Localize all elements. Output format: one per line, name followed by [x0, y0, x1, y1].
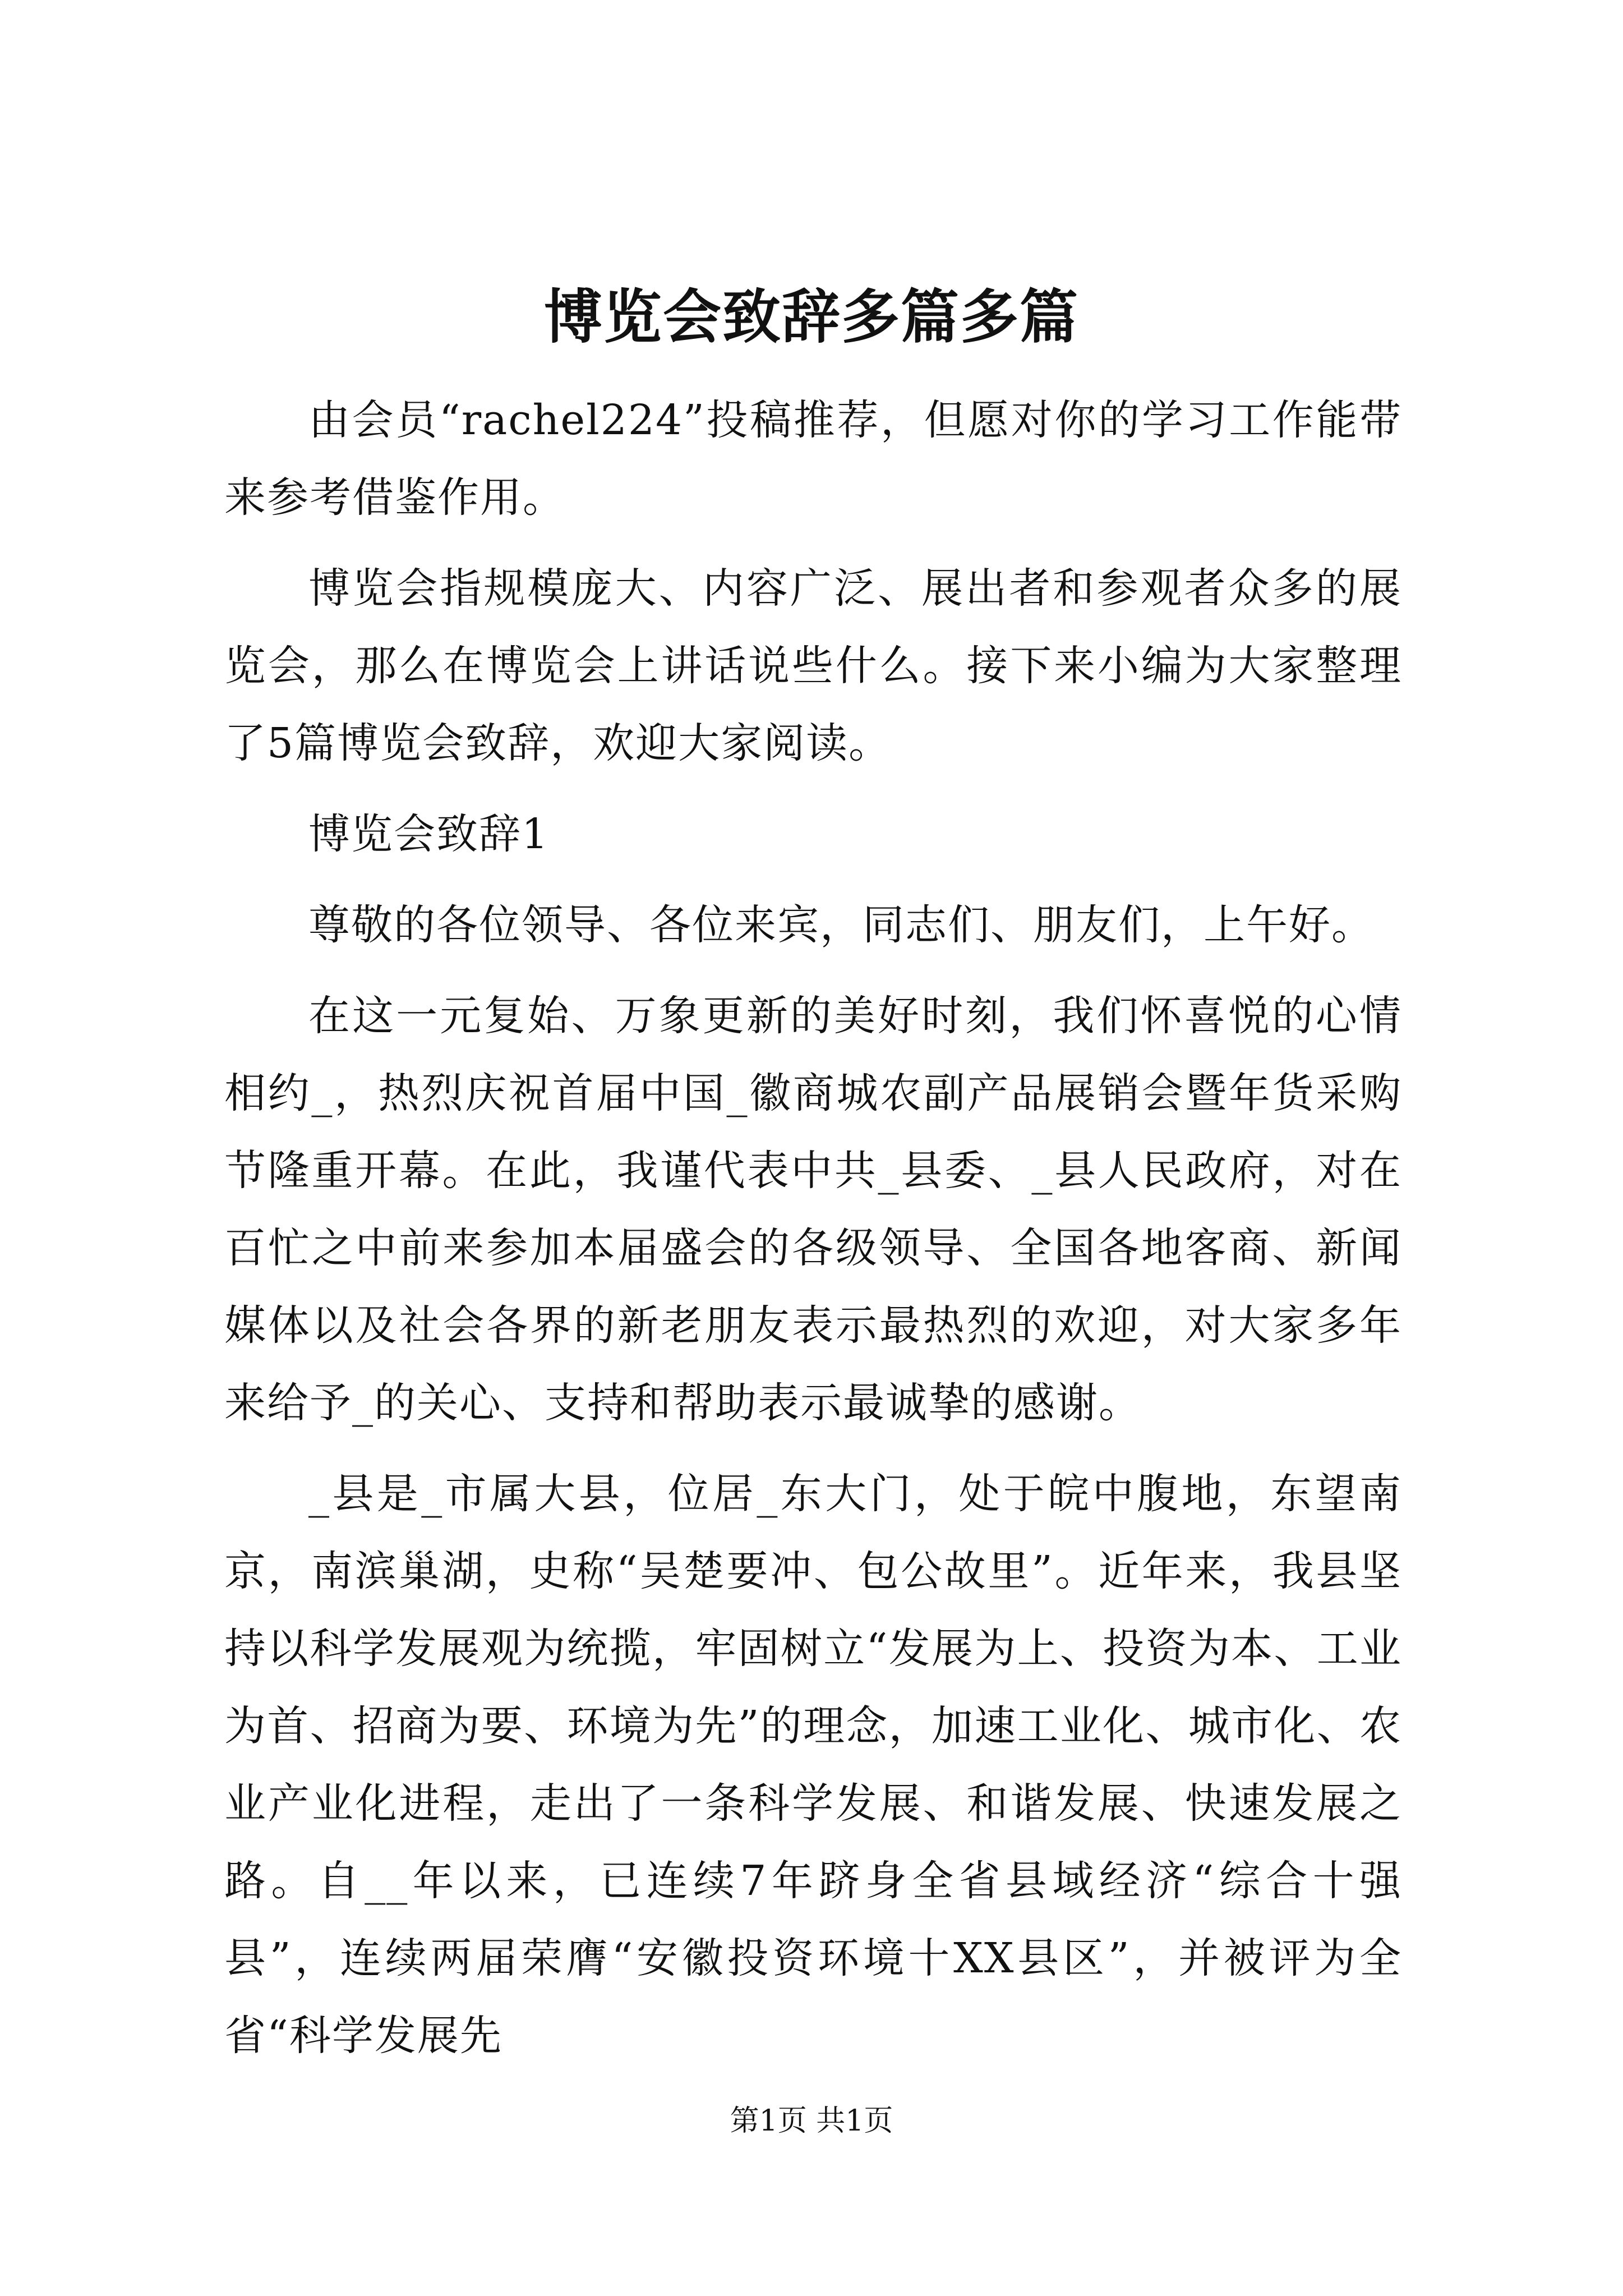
document-title: 博览会致辞多篇多篇 — [543, 282, 1079, 351]
document-body — [224, 381, 1402, 2088]
paragraph-county-intro: _县是_市属大县，位居_东大门，处于皖中腹地，东望南京，南滨巢湖，史称“吴楚要冲、包公故里”。近年来，我县坚持以科学发展观为统揽，牢固树立“发展为上、投资为本、工业为首、招商为要、环境为先”的理念，加速工业化、城市化、农业产业化进程，走出了一条科学发展、和谐发展、快速发展之路。自__年以来，已连续7年跻身全省县域经济“综合十强县”，连续两届荣膺“安徽投资环境十XX县区”，并被评为全省“科学发展先 — [224, 1470, 1402, 2060]
paragraph-welcome: 在这一元复始、万象更新的美好时刻，我们怀喜悦的心情相约_，热烈庆祝首届中国_徽商城农副产品展销会暨年货采购节隆重开幕。在此，我谨代表中共_县委、_县人民政府，对在百忙之中前来参加本届盛会的各级领导、全国各地客商、新闻媒体以及社会各界的新老朋友表示最热烈的欢迎，对大家多年来给予_的关心、支持和帮助表示最诚挚的感谢。 — [224, 992, 1402, 1427]
paragraph-greeting: 尊敬的各位领导、各位来宾，同志们、朋友们，上午好。 — [308, 901, 1374, 949]
page-footer: 第1页 共1页 — [730, 2104, 893, 2138]
section-heading: 博览会致辞1 — [308, 810, 550, 858]
paragraph-description: 博览会指规模庞大、内容广泛、展出者和参观者众多的展览会，那么在博览会上讲话说些什么。接下来小编为大家整理了5篇博览会致辞，欢迎大家阅读。 — [224, 564, 1402, 767]
paragraph-intro: 由会员“rachel224”投稿推荐，但愿对你的学习工作能带来参考借鉴作用。 — [224, 396, 1402, 522]
